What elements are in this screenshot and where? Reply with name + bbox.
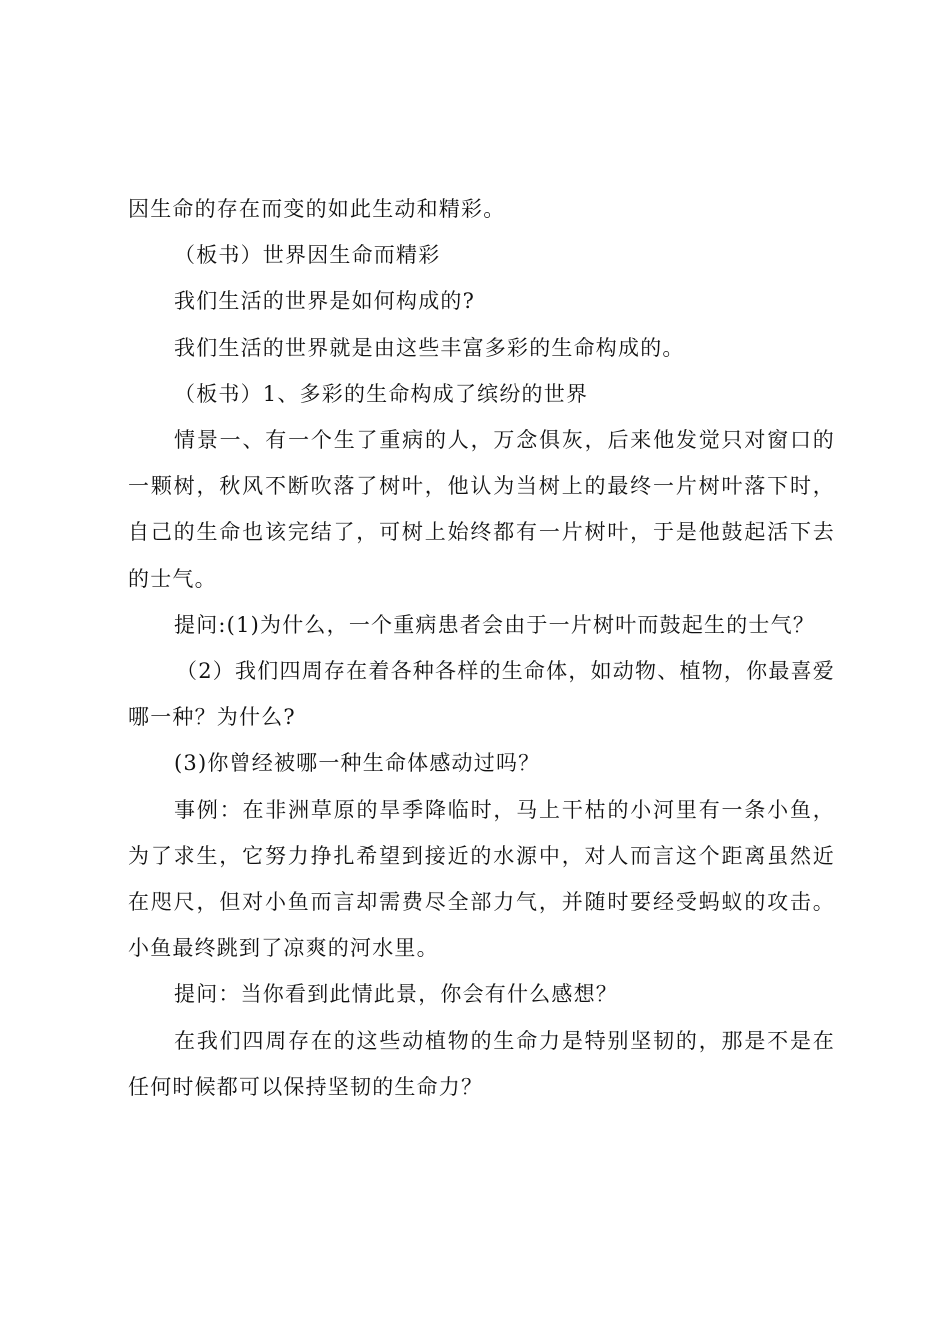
- paragraph-answer: 我们生活的世界就是由这些丰富多彩的生命构成的。: [174, 335, 685, 360]
- paragraph-question: 我们生活的世界是如何构成的?: [174, 289, 476, 314]
- paragraph-continuation: 因生命的存在而变的如此生动和精彩。: [128, 197, 506, 221]
- paragraph-question-1: 提问:(1)为什么，一个重病患者会由于一片树叶而鼓起生的士气？: [174, 612, 816, 637]
- paragraph-conclusion: 在我们四周存在的这些动植物的生命力是特别坚韧的，那是不是在任何时候都可以保持坚韧的生命力？: [128, 1028, 835, 1099]
- paragraph-blackboard-heading: （板书）世界因生命而精彩: [174, 243, 441, 268]
- paragraph-blackboard-point: （板书）1、多彩的生命构成了缤纷的世界: [174, 381, 589, 406]
- paragraph-example: 事例：在非洲草原的旱季降临时，马上干枯的小河里有一条小鱼，为了求生，它努力挣扎希望到接近的水源中，对人而言这个距离虽然近在咫尺，但对小鱼而言却需费尽全部力气，并随时要经受蚂蚁的攻击。小鱼最终跳到了凉爽的河水里。: [128, 797, 835, 961]
- paragraph-question-4: 提问：当你看到此情此景，你会有什么感想？: [174, 982, 618, 1007]
- paragraph-question-3: (3)你曾经被哪一种生命体感动过吗？: [174, 751, 541, 776]
- paragraph-scenario: 情景一、有一个生了重病的人，万念俱灰，后来他发觉只对窗口的一颗树，秋风不断吹落了树叶，他认为当树上的最终一片树叶落下时，自己的生命也该完结了，可树上始终都有一片树叶，于是他鼓起活下去的士气。: [128, 428, 835, 591]
- document-body: [128, 186, 835, 1110]
- paragraph-question-2: （2）我们四周存在着各种各样的生命体，如动物、植物，你最喜爱哪一种？为什么?: [128, 659, 835, 730]
